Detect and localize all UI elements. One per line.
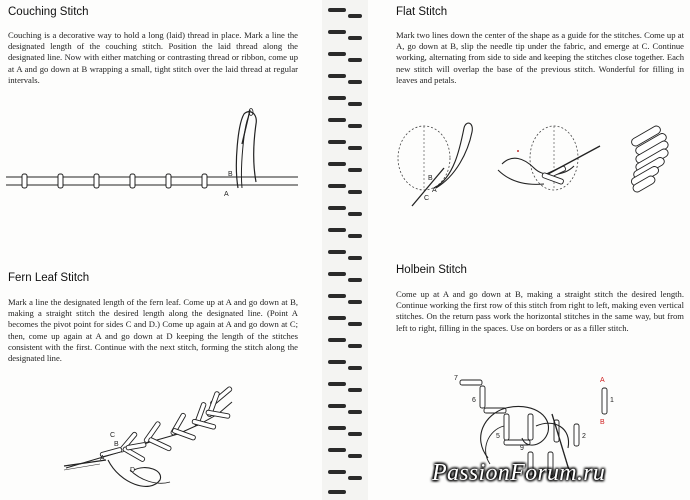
holbein-label-b: B	[600, 419, 605, 426]
fern-label-b: B	[114, 441, 119, 448]
coil	[348, 36, 362, 40]
coil	[328, 272, 346, 276]
coil	[348, 102, 362, 106]
coil	[348, 322, 362, 326]
coil	[328, 338, 346, 342]
coil	[348, 58, 362, 62]
coil	[348, 366, 362, 370]
flat-stitch-title: Flat Stitch	[396, 6, 448, 18]
couching-tack	[166, 174, 171, 188]
couching-text: Couching is a decorative way to hold a long (laid) thread in place. Mark a line the designated length of the couching stitch. Position the laid thread along the designated line. Now with either matching or contrasting thread or ribbon, come up at A and go down at B wrapping a small, tight stitch over the laid thread at regular intervals.	[8, 30, 298, 85]
fern-leaf-text: Mark a line the designated length of the fern leaf. Come up at A and go down at B, making a straight stitch the desired length along the designated line. (Point A becomes the pivot point for sides C and D.) Come up again at A and go down at C; then, come up again at A and go down at D keeping the length of the stitches consistent with the first. Continue with the next stitch, forming the stitch along the designated line.	[8, 297, 298, 364]
coil	[348, 344, 362, 348]
coil	[328, 448, 346, 452]
coil	[348, 278, 362, 282]
holbein-stitch	[460, 380, 482, 385]
flat-stitch-illustration	[394, 118, 690, 218]
coil	[328, 52, 346, 56]
coil	[348, 80, 362, 84]
coil	[348, 14, 362, 18]
holbein-text: Come up at A and go down at B, making a straight stitch the desired length. Continue working the first row of this stitch from right to left, making even vertical stitches. On the return pass work the horizontal stitches in the same way, but from left to right, filling in the spaces. Use on borders or as a filler stitch.	[396, 289, 684, 333]
coil	[328, 74, 346, 78]
coil	[328, 426, 346, 430]
coil	[328, 360, 346, 364]
holbein-label-7: 7	[454, 375, 458, 382]
holbein-thread	[486, 426, 504, 464]
coil	[328, 162, 346, 166]
coil	[348, 146, 362, 150]
coil	[328, 140, 346, 144]
spiral-binding	[322, 0, 368, 500]
flat-marker-dot	[517, 150, 519, 152]
coil	[328, 8, 346, 12]
holbein-label-5: 5	[496, 433, 500, 440]
flat-label-b: B	[428, 175, 433, 182]
coil	[328, 118, 346, 122]
holbein-stitch	[574, 424, 579, 446]
couching-illustration	[6, 104, 306, 204]
flat-stitch-text: Mark two lines down the center of the shape as a guide for the stitches. Come up at A, go down at B, slip the needle tip under the fabric, and emerge at C. Continue working, alternating from side to side and keeping the stitches close together. Each new stitch will overlap the base of the previous stitch. Wonderful for filling in leaves and petals.	[396, 30, 684, 85]
couching-label-b: B	[228, 171, 233, 178]
couching-tack	[202, 174, 207, 188]
couching-tack	[94, 174, 99, 188]
fern-leaf-illustration	[60, 384, 250, 500]
holbein-thread	[536, 423, 569, 448]
coil	[328, 404, 346, 408]
couching-label-a: A	[224, 191, 229, 198]
flat-label-c: C	[424, 195, 430, 202]
fern-label-d: D	[130, 467, 136, 474]
flat-thread	[498, 170, 544, 184]
coil	[348, 234, 362, 238]
coil	[348, 432, 362, 436]
holbein-label-6: 6	[472, 397, 476, 404]
watermark: PassionForum.ru	[432, 460, 606, 486]
couching-tack	[130, 174, 135, 188]
coil	[348, 300, 362, 304]
holbein-stitch	[602, 388, 607, 414]
holbein-label-a: A	[600, 377, 605, 384]
coil	[348, 124, 362, 128]
right-page	[368, 0, 690, 500]
coil	[328, 382, 346, 386]
coil	[348, 168, 362, 172]
coil	[328, 184, 346, 188]
coil	[328, 228, 346, 232]
coil	[348, 190, 362, 194]
flat-thread	[434, 123, 472, 188]
holbein-stitch	[480, 386, 485, 408]
holbein-stitch	[528, 414, 533, 440]
coil	[348, 212, 362, 216]
coil	[348, 256, 362, 260]
holbein-stitch	[504, 414, 509, 440]
holbein-stitch	[504, 440, 530, 445]
fern-label-a: A	[100, 455, 105, 462]
flat-step-2	[498, 126, 600, 190]
flat-step-3	[630, 125, 670, 194]
flat-label-a: A	[432, 187, 437, 194]
couching-tack	[22, 174, 27, 188]
left-page	[0, 0, 322, 500]
coil	[328, 96, 346, 100]
fern-thread-tail	[130, 470, 170, 483]
holbein-label-2: 2	[582, 433, 586, 440]
coil	[348, 476, 362, 480]
coil	[348, 454, 362, 458]
couching-tack	[58, 174, 63, 188]
coil	[348, 388, 362, 392]
holbein-title: Holbein Stitch	[396, 264, 467, 276]
coil	[328, 30, 346, 34]
coil	[328, 316, 346, 320]
holbein-label-9: 9	[520, 445, 524, 452]
fern-leaf-title: Fern Leaf Stitch	[8, 272, 90, 284]
couching-title: Couching Stitch	[8, 6, 89, 18]
holbein-label-1: 1	[610, 397, 614, 404]
holbein-thread	[481, 406, 549, 458]
needle	[548, 146, 600, 174]
coil	[328, 250, 346, 254]
flat-step-1	[398, 123, 472, 206]
coil	[348, 410, 362, 414]
fern-label-c: C	[110, 432, 116, 439]
coil	[328, 490, 346, 494]
fern-stitch	[206, 410, 230, 419]
coil	[328, 206, 346, 210]
coil	[328, 294, 346, 298]
fern-stitch	[192, 419, 216, 430]
coil	[328, 470, 346, 474]
